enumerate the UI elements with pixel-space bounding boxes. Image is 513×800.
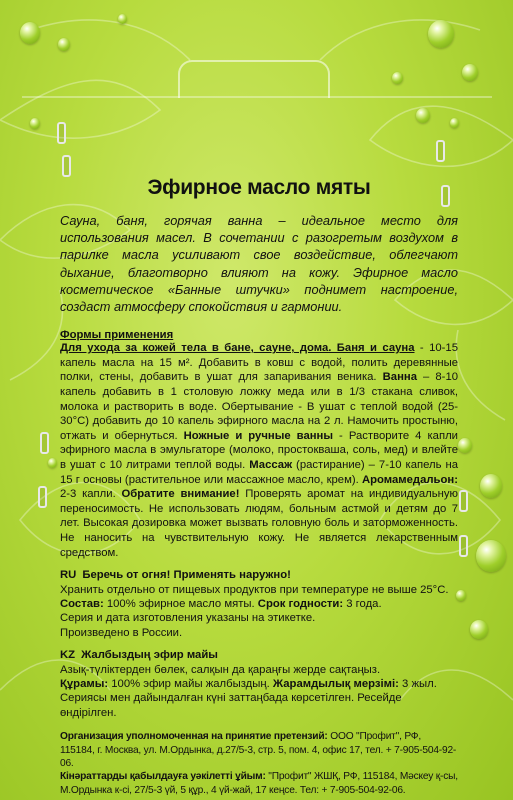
footer-claims xyxy=(60,730,458,797)
water-drop xyxy=(58,38,70,51)
aroma-label: Аромамедальон: xyxy=(361,473,458,486)
staple-clip xyxy=(40,432,49,454)
water-drop xyxy=(118,14,127,24)
bath-text: – 8-10 капель добавить в 1 столовую ложку меда или в 1/3 стакана сливок, молока и растворить в воде. Обертывание - В ушат с теплой водой (25-30°C) добавить до 10 капель эфирного масла на 2 л. Намочить простыню, отжать и обернуться. xyxy=(60,371,459,442)
kz-series: Сериясы мен дайындалған күні заттаңбада көрсетілген. Ресейде өндірілген. xyxy=(60,692,402,719)
kz-org-label: Кінәраттарды қабылдауға уәкілетті ұйым: xyxy=(60,771,266,783)
usage-heading: Формы применения xyxy=(60,329,174,342)
staple-clip xyxy=(459,490,468,512)
water-drop xyxy=(30,118,40,129)
massage-text: (растирание) – 7-10 капель на 15 г основы (растительное или массажное масло, крем). xyxy=(60,458,458,486)
ru-made-in: Произведено в России. xyxy=(60,626,183,639)
water-drop xyxy=(392,72,403,84)
kz-tag: KZ xyxy=(60,649,76,662)
staple-clip xyxy=(459,535,468,557)
kz-composition-label: Құрамы: xyxy=(60,677,109,690)
kz-section xyxy=(60,648,458,720)
aroma-text: 2-3 капли. xyxy=(60,488,122,501)
water-drop xyxy=(428,20,454,48)
body-care-text: - 10-15 капель масла на 15 м². Добавить в ковш с водой, полить деревянные полки, стены, добавить в ушат для запаривания веника. xyxy=(60,342,458,384)
bath-label: Ванна xyxy=(382,371,417,384)
massage-label: Массаж xyxy=(249,458,293,471)
water-drop xyxy=(416,108,430,123)
staple-clip xyxy=(57,122,66,144)
package-fold-line xyxy=(22,96,492,98)
kz-composition-text: 100% эфир майы жалбыздың. xyxy=(108,677,273,690)
ru-composition-text: 100% эфирное масло мяты. xyxy=(103,597,258,610)
water-drop xyxy=(470,620,488,639)
org-text: ООО "Профит", РФ, 115184, г. Москва, ул. М.Ордынка, д.27/5-3, стр. 5, пом. 4, офис 17, тел. + 7-905-504-92-06. xyxy=(60,731,457,769)
ru-composition-label: Состав: xyxy=(60,597,104,610)
ru-tag: RU xyxy=(60,569,77,582)
usage-paragraph xyxy=(60,341,458,560)
hang-hole-outline xyxy=(178,60,330,98)
staple-clip xyxy=(62,155,71,177)
water-drop xyxy=(458,438,472,453)
attention-label: Обратите внимание! xyxy=(121,488,240,501)
ru-shelf-label: Срок годности: xyxy=(257,597,344,610)
water-drop xyxy=(48,458,57,468)
ru-section xyxy=(60,568,458,640)
kz-shelf-label: Жарамдылық мерзімі: xyxy=(272,677,399,690)
ru-shelf-text: 3 года. xyxy=(343,597,382,610)
attention-text: Проверять аромат на индивидуальную переносимость. Не использовать людям, больным астмой и детям до 7 лет. Высокая дозировка может вызвать головную боль и заторможенность. Не наносить на чувствительную кожу. Не является лекарственным средством. xyxy=(60,488,458,559)
staple-clip xyxy=(436,140,445,162)
intro-paragraph: Сауна, баня, горячая ванна – идеальное место для использования масел. В сочетании с разогретым воздухом в парилке масла усиливают свое воздействие, облегчают дыхание, благотворно влияют на кожу. Эфирное масло косметическое «Банные штучки» поднимет настроение, создаст атмосферу спокойствия и гармонии. xyxy=(60,213,458,315)
org-label: Организация уполномоченная на принятие претензий: xyxy=(60,731,328,743)
label-content xyxy=(60,176,458,797)
kz-storage: Азық-түліктерден бөлек, салқын да қараңғы жерде сақтаңыз. xyxy=(60,663,381,676)
hand-foot-label: Ножные и ручные ванны xyxy=(183,429,334,442)
staple-clip xyxy=(38,486,47,508)
hand-foot-text: - Растворите 4 капли эфирного масла в эмульгаторе (молоко, простокваша, соль, мед) и влейте в ушат с 10 литрами теплой воды. xyxy=(60,429,458,471)
water-drop xyxy=(450,118,459,128)
body-care-label: Для ухода за кожей тела в бане, сауне, дома. Баня и сауна xyxy=(60,342,415,355)
product-title: Эфирное масло мяты xyxy=(147,176,371,199)
water-drop xyxy=(20,22,40,44)
ru-manufacture-date: Серия и дата изготовления указаны на этикетке. xyxy=(60,612,316,625)
kz-title: Жалбыздың эфир майы xyxy=(81,649,218,662)
ru-warning: Беречь от огня! Применять наружно! xyxy=(82,569,291,582)
ru-storage: Хранить отдельно от пищевых продуктов при температуре не выше 25°С. xyxy=(60,583,449,596)
water-drop xyxy=(476,540,506,572)
kz-shelf-text: 3 жыл. xyxy=(398,677,437,690)
kz-org-text: "Профит" ЖШҚ, РФ, 115184, Мәскеу қ-сы, М.Ордынка к-сі, 27/5-3 үй, 5 құр., 4 үй-жай, 17 кеңсе. Тел: + 7-905-504-92-06. xyxy=(60,771,458,796)
water-drop xyxy=(462,64,478,81)
water-drop xyxy=(480,474,502,498)
